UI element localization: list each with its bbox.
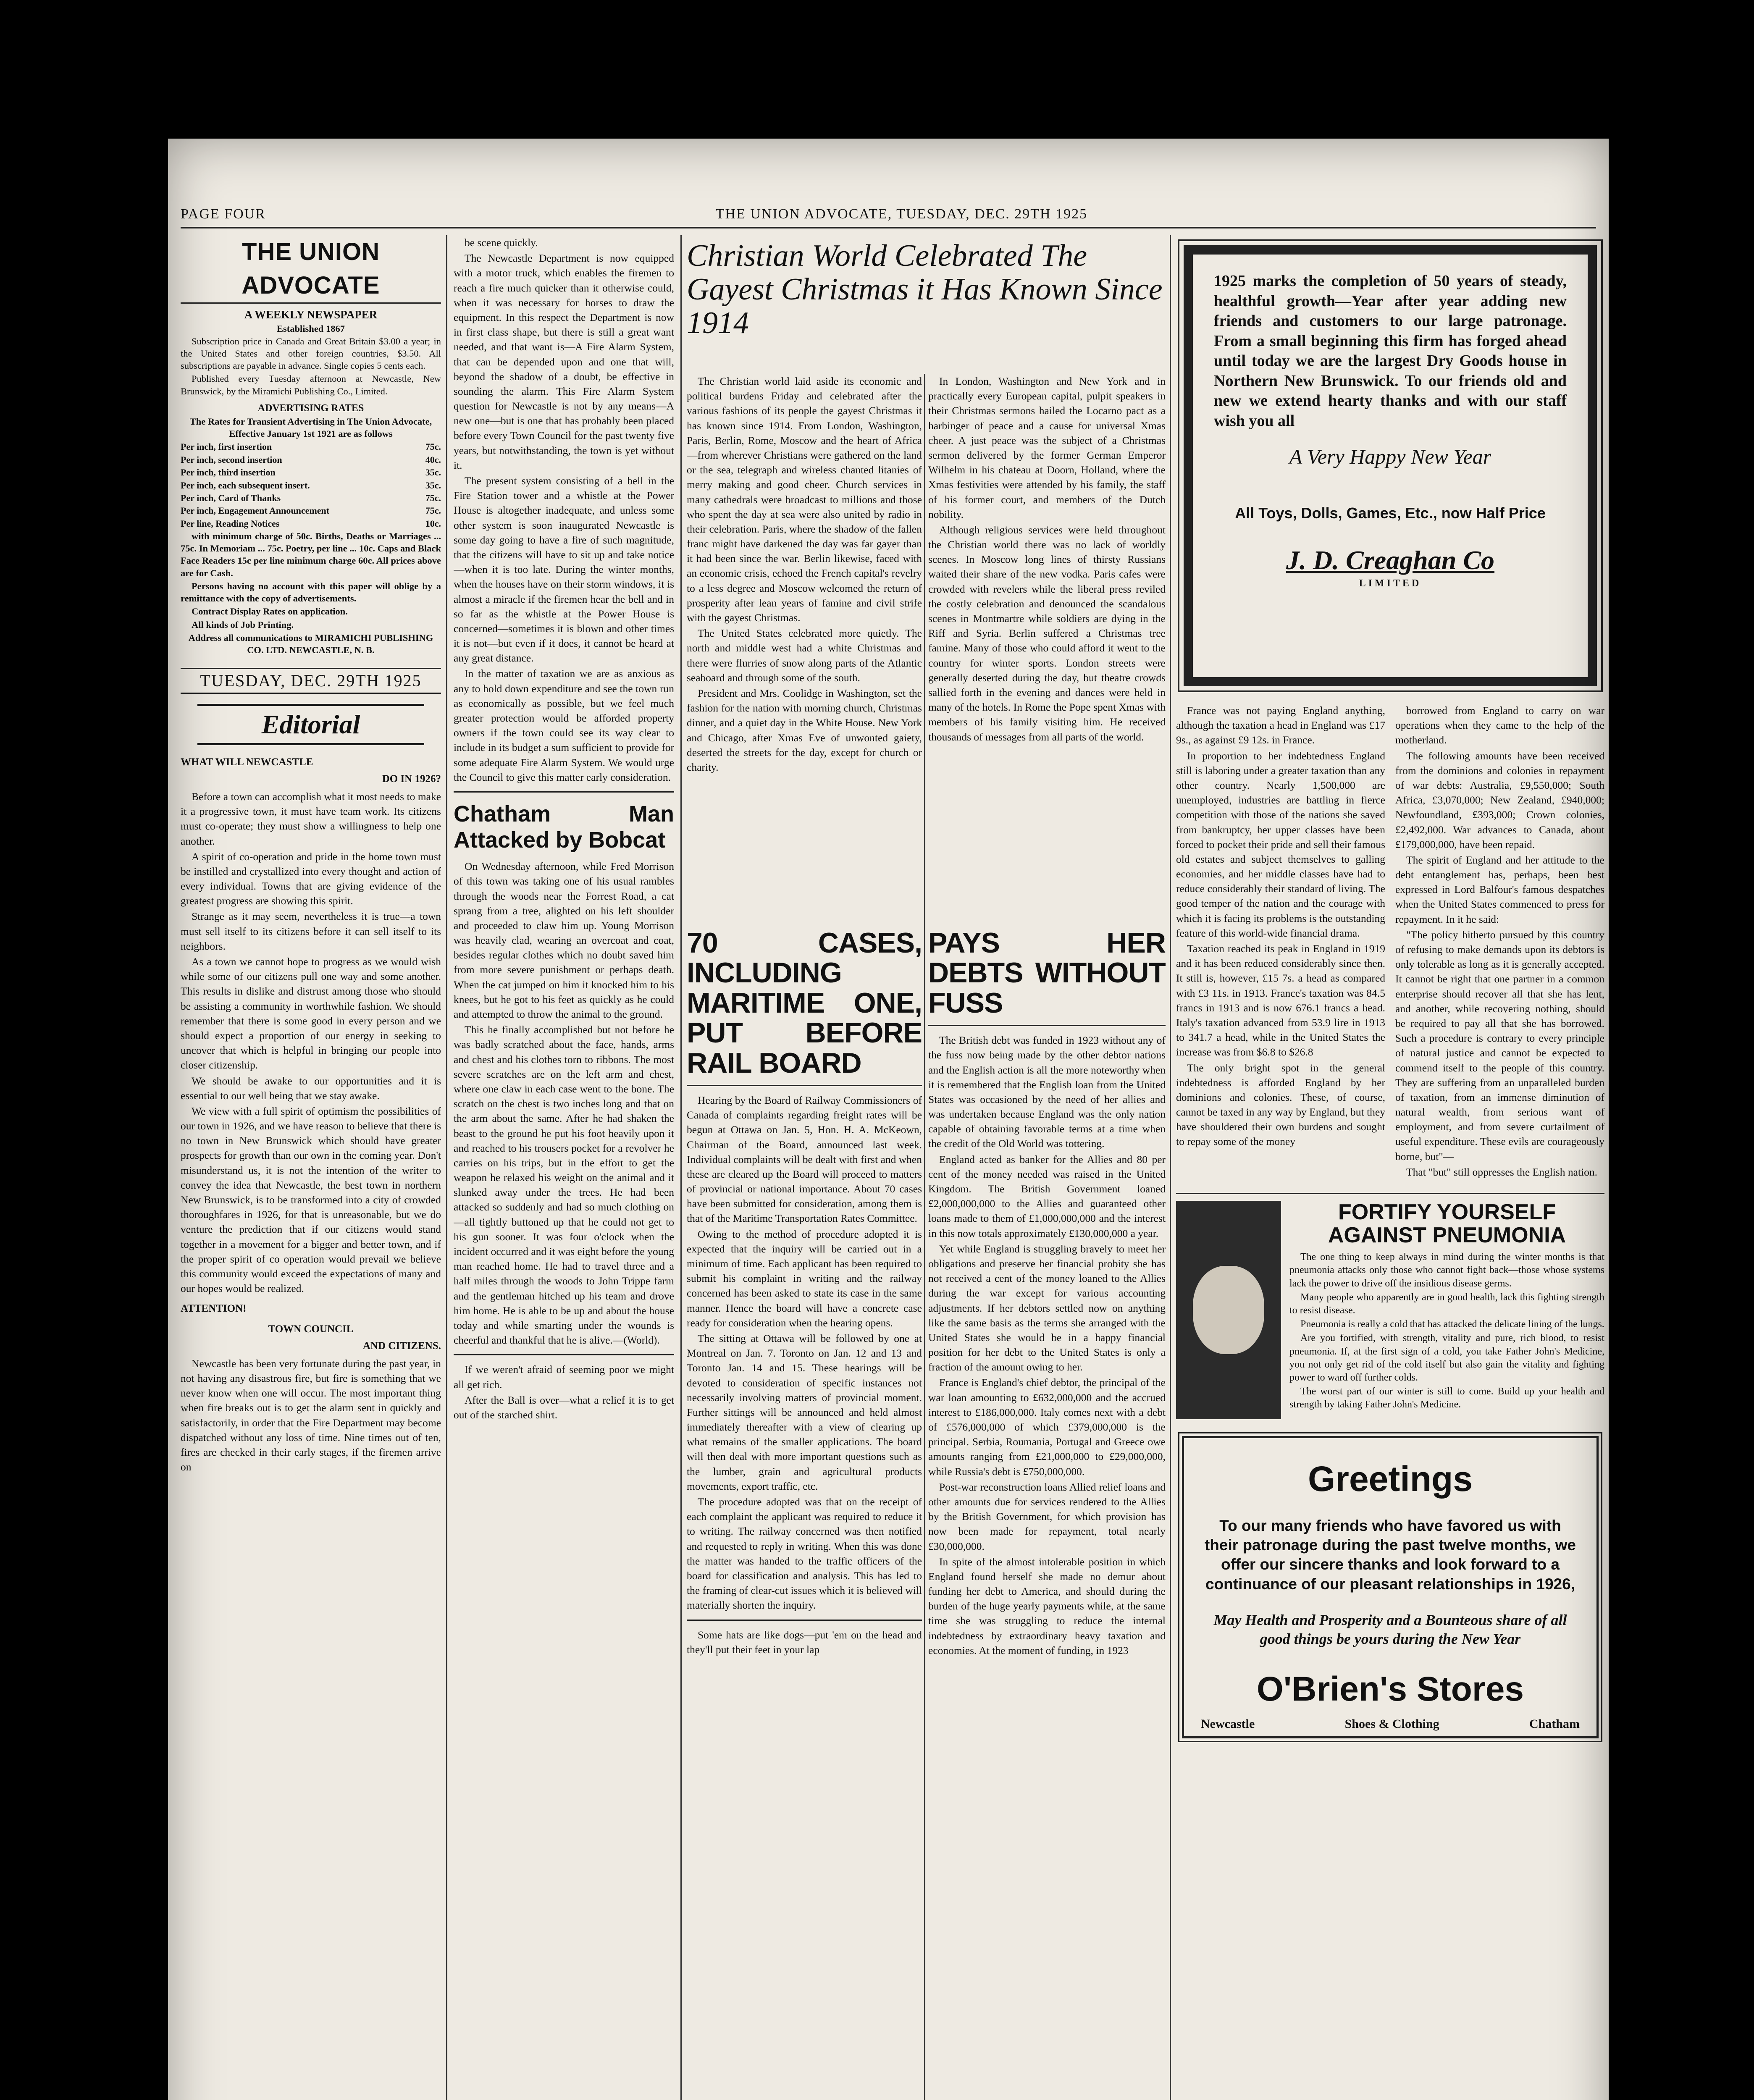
rate-row: Per inch, Engagement Announcement 75c.: [181, 505, 441, 516]
masthead-published: Published every Tuesday afternoon at Newcastle, New Brunswick, by the Miramichi Publishing Co., Limited.: [181, 373, 441, 396]
debts-cont-paragraph: "The policy hitherto pursued by this country of refusing to make demands upon its debtors is only tolerable as long as it is generally accepted. It cannot be right that one partner in a common enterprise should recover all that she has lent, and another, while recovering nothing, should be required to pay all that she has borrowed. Such a procedure is contrary to every principle of natural justice and cannot be expected to commend itself to the people of this country. They are suffering from an unparalleled burden of taxation, from an immense diminution of natural wealth, from serious want of employment, and from severe curtailment of useful expenditure. These evils are courageously borne, but"—: [1395, 928, 1604, 1163]
debts-headline: PAYS HER DEBTS WITHOUT FUSS: [928, 928, 1166, 1019]
fire-paragraph: be scene quickly.: [465, 236, 538, 249]
debts-continued: [1176, 703, 1604, 1180]
debts-continued-right: [1395, 703, 1604, 1180]
rail-paragraph: The sitting at Ottawa will be followed by one at Montreal on Jan. 7. Toronto on Jan. 12 and 13 and Toronto Jan. 14 and 15. These hearings will be devoted to consideration of specific instances not necessarily involving matters of provincial moment. Further sittings will be announced and held almost immediately thereafter with a view of clearing up what remains of the smaller applications. The board will then deal with more important questions such as the lumber, grain and agricultural products movements, export traffic, etc.: [687, 1332, 922, 1492]
greetings-title: Greetings: [1308, 1459, 1473, 1499]
rate-row: Per inch, Card of Thanks 75c.: [181, 492, 441, 503]
father-john-portrait: [1176, 1201, 1281, 1419]
masthead-subscription: Subscription price in Canada and Great Britain $3.00 a year; in the United States and other foreign countries, $3.50. All subscriptions are payable in advance. Single copies 5 cents each.: [181, 336, 441, 371]
page-header-title: THE UNION ADVOCATE, TUESDAY, DEC. 29TH 1925: [715, 206, 1088, 222]
chatham-paragraph: On Wednesday afternoon, while Fred Morrison of this town was taking one of his usual rambles through the woods near the Forrest Road, a cat sprang from a tree, alighted on his left shoulder and proceeded to claw him up. Young Morrison was heavily clad, wearing an overcoat and coat, besides regular clothes which no doubt saved him from more severe punishment or perhaps death. When the cat jumped on him it knocked him to his knees, but he got to his feet as quickly as he could and attempted to throw the animal to the ground.: [454, 860, 674, 1020]
rate-row: Per line, Reading Notices 10c.: [181, 518, 441, 529]
obrien-store-name: O'Brien's Stores: [1257, 1670, 1524, 1708]
editorial-logo: Editorial: [197, 704, 424, 745]
debts-cont-paragraph: The spirit of England and her attitude to the debt entanglement has, perhaps, been best expressed in Lord Balfour's famous despatches when the United States commenced to press for repayment. In it he said:: [1395, 853, 1604, 925]
page-header: [181, 202, 1596, 228]
divider: [928, 1025, 1166, 1026]
greetings-body: To our many friends who have favored us with their patronage during the past twelve months, we offer our sincere thanks and look forward to a continuance of our pleasant relationships in 1926,: [1204, 1517, 1576, 1593]
location-newcastle: Newcastle: [1201, 1717, 1255, 1731]
column-masthead-editorial: [181, 235, 441, 2100]
pneumonia-headline: FORTIFY YOURSELF AGAINST PNEUMONIA: [1328, 1200, 1566, 1247]
debts-cont-paragraph: The only bright spot in the general indebtedness is afforded England by her dominions and colonies. These, of course, cannot be taxed in any way by England, but they have shouldered their own burdens and sought to repay some of the money: [1176, 1061, 1385, 1148]
masthead-established: Established 1867: [277, 323, 345, 334]
rates-printing: All kinds of Job Printing.: [192, 619, 294, 630]
attention-paragraph: Newcastle has been very fortunate during the past year, in not having any disastrous fire, but fire is something that we never know when one will occur. The most important thing when fire breaks out is to get the alarm sent in quickly and satisfactorily, in order that the Fire Department may become dispatched without any loss of time. Nine times out of ten, fires are checked in their early stages, if the firemen arrive on: [181, 1357, 441, 1473]
column-rule: [446, 235, 447, 2100]
location-chatham: Chatham: [1529, 1717, 1580, 1731]
attention-heading-3: AND CITIZENS.: [362, 1340, 441, 1352]
attention-heading: ATTENTION!: [181, 1303, 247, 1315]
filler-paragraph: If we weren't afraid of seeming poor we might all get rich.: [454, 1363, 674, 1391]
pneumonia-paragraph: Pneumonia is really a cold that has attacked the delicate lining of the lungs.: [1300, 1319, 1604, 1330]
masthead-title: THE UNION ADVOCATE: [181, 235, 441, 304]
editorial-title-2: DO IN 1926?: [382, 773, 441, 785]
debts-cont-paragraph: Taxation reached its peak in England in 1919 and it has been reduced considerably since then. It still is, however, £15 7s. a head as compared with £3 11s. in 1913. France's taxation was 84.5 francs in 1913 and is now 676.1 francs a head. Italy's taxation advanced from 53.9 lire in 1913 to 341.7 a head, while in the United States the increase was from $6.8 to $26.8: [1176, 942, 1385, 1058]
christmas-paragraph: The United States celebrated more quietly. The north and middle west had a white Christmas and there were flurries of snow along parts of the Atlantic seaboard and through some of the south.: [687, 627, 922, 684]
column-right: [1176, 235, 1604, 2100]
pneumonia-paragraph: Are you fortified, with strength, vitality and pure, rich blood, to resist pneumonia. If, at the first sign of a cold, you take Father John's Medicine, you not only get rid of the cold itself but also gain the vitality and fighting power to ward off further colds.: [1289, 1333, 1604, 1383]
creaghan-advertisement: [1184, 245, 1597, 686]
issue-date: TUESDAY, DEC. 29TH 1925: [181, 668, 441, 693]
christmas-column-left: [687, 374, 922, 798]
pneumonia-advertisement: [1176, 1193, 1604, 1419]
rail-paragraph: Hearing by the Board of Railway Commissioners of Canada of complaints regarding freight rates will be begun at Ottawa on Jan. 5, Hon. H. A. McKeown, Chairman of the Board, announced last week. Individual complaints will be dealt with first and when these are cleared up the Board will proceed to matters of provincial or national importance. About 70 cases have been submitted for consideration, among them is that of the Maritime Transportation Rates Committee.: [687, 1094, 922, 1225]
debts-cont-paragraph: In proportion to her indebtedness England still is laboring under a greater taxation than any other country. Nearly 1,500,000 are unemployed, industries are battling in fierce competition with those of the nations she saved from bankruptcy, her upper classes have been forced to pocket their pride and sell their famous old estates and subject themselves to galling economies, and her middle classes have had to reduce considerably their standard of living. The good temper of the nation and the courage with which it is facing its problems is the outstanding feature of this world-wide financial drama.: [1176, 749, 1385, 939]
rate-row: Per inch, each subsequent insert. 35c.: [181, 480, 441, 491]
editorial-title: WHAT WILL NEWCASTLE: [181, 756, 313, 768]
christmas-paragraph: Although religious services were held throughout the Christian world there was no lack of worldly scenes. In Moscow long lines of thirsty Russians waited their share of the new vodka. Paris cafes were crowded with revelers while the liberal press reviled the costly celebration and denounced the scandalous scenes in Montmartre while soldiers are dying in the Riff and Syria. Berlin suffered a Christmas tree famine. Many of those who could afford it went to the country for winter sports. London streets were generally deserted during the day, but theatre crowds sallied forth in the evening and dances were held in many of the hotels. In Rome the Pope spent Xmas with members of his family visiting him. He received thousands of messages from all parts of the world.: [928, 523, 1166, 743]
rates-account: Persons having no account with this paper will oblige by a remittance with the copy of advertisements.: [181, 580, 441, 604]
debts-paragraph: The British debt was funded in 1923 without any of the fuss now being made by the other debtor nations and the English action is all the more noteworthy when it is remembered that the English loan from the United States was occasioned by the need of her allies and was undertaken because England was the only nation capable of obtaining favorable terms at a time when the credit of the Old World was tottering.: [928, 1034, 1166, 1150]
column-rule: [924, 374, 925, 2100]
christmas-paragraph: The Christian world laid aside its economic and political burdens Friday and celebrated after the various fashions of its people the gayest Christmas it has known since 1914. From London, Washington, Paris, Berlin, Rome, Moscow and the heart of Africa—from wherever Christians were gathered on the land or the sea, telegraph and wireless chanted litanies of merry making and good cheer. Church services in many cathedrals were broadcast to millions and those who spent the day at sea were also united by radio in their celebration. Paris, where the shadow of the fallen franc might have darkened the day was far gayer than it had been since the war. Berlin likewise, faced with an economic crisis, echoed the French capital's revelry to a less degree and Moscow welcomed the return of prosperity after lean years of famine and civil strife with the gayest Christmas.: [687, 375, 922, 624]
debts-cont-paragraph: borrowed from England to carry on war operations when they came to the help of the motherland.: [1395, 704, 1604, 746]
creaghan-toys-sale: All Toys, Dolls, Games, Etc., now Half Price: [1235, 504, 1546, 522]
rate-row: Per inch, first insertion 75c.: [181, 441, 441, 452]
rates-intro: The Rates for Transient Advertising in The Union Advocate, Effective January 1st 1921 are as follows: [189, 416, 432, 439]
creaghan-ad-text: 1925 marks the completion of 50 years of steady, healthful growth—Year after year adding new friends and customers to our large patronage. From a small beginning this firm has forged ahead until today we are the largest Dry Goods house in Northern New Brunswick. To our friends old and new we extend hearty thanks and with our staff wish you all: [1214, 272, 1567, 430]
chatham-paragraph: This he finally accomplished but not before he was badly scratched about the face, hands, arms and chest and his clothes torn to ribbons. The most severe scratches are on the left arm and chest, where one claw in each case went to the bone. The scratch on the chest is two inches long and that on the arm about the same. After he had shaken the beast to the ground he put his foot heavily upon it and reached to his trousers pocket for a revolver he carries on his trips, but in the effort to get the weapon he relaxed his weight on the animal and it slunked away under the trees. He had been attacked so suddenly and had so much clothing on—all tightly buttoned up that he could not get to his gun sooner. It was four o'clock when the incident occurred and it was eight before the young man reached home. He had to travel three and a half miles through the woods to John Trippe farm and the gentleman hitched up his team and drove him home. He is able to be up and about the house today and while smarting under the wounds is cheerful and thankful that he is alive.—(World).: [454, 1024, 674, 1347]
rates-table: [181, 441, 441, 530]
debts-paragraph: England acted as banker for the Allies and 80 per cent of the money needed was raised in the United Kingdom. The British Government loaned £2,000,000,000 to the Allies and guaranteed other loans made to them of £1,000,000,000 and the interest in this now totals approximately £130,000,000 a year.: [928, 1153, 1166, 1239]
obrien-locations: [1201, 1715, 1580, 1732]
rate-row: Per inch, second insertion 40c.: [181, 454, 441, 465]
debts-column: [928, 928, 1166, 2100]
pneumonia-paragraph: The one thing to keep always in mind during the winter months is that pneumonia attacks only those who cannot fight back—those whose systems lack the power to drive off the insidious disease germs.: [1289, 1252, 1604, 1289]
rail-paragraph: Owing to the method of procedure adopted it is expected that the inquiry will be carried out in a minimum of time. Each applicant has been required to submit his complaint in writing and the railway concerned has been asked to state its case in the same manner. Hence the board will have a concrete case ready for consideration when the hearing opens.: [687, 1228, 922, 1329]
creaghan-limited: LIMITED: [1359, 578, 1422, 589]
divider: [454, 791, 674, 793]
attention-heading-2: TOWN COUNCIL: [268, 1323, 354, 1335]
masthead-address: Address all communications to MIRAMICHI PUBLISHING CO. LTD. NEWCASTLE, N. B.: [188, 632, 433, 656]
christmas-column-right: [928, 374, 1166, 798]
rates-title: ADVERTISING RATES: [257, 402, 364, 414]
rates-notes: with minimum charge of 50c. Births, Deaths or Marriages ... 75c. In Memoriam ... 75c. Poetry, per line ... 10c. Caps and Black Face Readers 15c per line minimum charge 60c. All prices above are for Cash.: [181, 530, 441, 578]
obrien-greetings-advertisement: [1182, 1436, 1599, 1738]
page-number: PAGE FOUR: [181, 206, 266, 222]
divider: [454, 1354, 674, 1355]
column-rule: [680, 235, 682, 2100]
christmas-paragraph: President and Mrs. Coolidge in Washington, set the fashion for the nation with morning church, Christmas dinner, and a quiet day in the White House. New York and Chicago, after Xmas Eve of unwonted gaiety, deserted the streets for the day, except for church or charity.: [687, 687, 922, 773]
pneumonia-paragraph: Many people who apparently are in good health, lack this fighting strength to resist disease.: [1289, 1292, 1604, 1316]
debts-paragraph: Post-war reconstruction loans Allied relief loans and other amounts due for services rendered to the Allies by the British Government, for which provision has now been made for repayment, total nearly £30,000,000.: [928, 1480, 1166, 1552]
pneumonia-text: [1289, 1201, 1604, 1419]
store-specialty: Shoes & Clothing: [1344, 1717, 1439, 1731]
debts-cont-paragraph: The following amounts have been received from the dominions and colonies in repayment of war debts: Australia, £9,550,000; South Africa, £3,070,000; New Zealand, £940,000; Newfoundland, £393,000; Crown colonies, £2,492,000. War advances to Canada, about £179,000,000, have been repaid.: [1395, 749, 1604, 850]
debts-paragraph: Yet while England is struggling bravely to meet her obligations and preserve her financial probity she has not received a cent of the money loaned to the Allies during the war except for various accounting adjustments. If her debtors settled now on anything like the same basis as the terms she arranged with the United States she would be in a happy financial position for her debt to the United States is only a fraction of the amount owing to her.: [928, 1242, 1166, 1373]
column-fire-alarm: [454, 235, 674, 2100]
debts-continued-left: [1176, 703, 1385, 1180]
christmas-paragraph: In London, Washington and New York and in practically every European capital, pulpit speakers in their Christmas sermons hailed the Locarno pact as a harbinger of peace and a cause for universal Xmas cheer. A just peace was the subject of a Christmas sermon delivered by the former German Emperor Wilhelm in his chateau at Doorn, Holland, where the Xmas festivities were attended by his family, the staff of his former court, and members of the Dutch nobility.: [928, 375, 1166, 520]
christmas-headline: Christian World Celebrated The Gayest Christmas it Has Known Since 1914: [687, 239, 1163, 340]
filler-paragraph: Some hats are like dogs—put 'em on the head and they'll put their feet in your lap: [687, 1628, 922, 1656]
fire-paragraph: The Newcastle Department is now equipped with a motor truck, which enables the firemen to reach a fire much quicker than it otherwise could, when it was necessary for horses to draw the equipment. In this respect the Department is now in first class shape, but there is still a great want needed, and that want is—A Fire Alarm System, that can be depended upon and one that will, beyond the shadow of a doubt, be effective in sounding the alarm. This Fire Alarm System question for Newcastle is not by any means—A new one—but is one that has probably been placed before every Town Council for the past twenty five years, but notwithstanding, the town is yet without it.: [454, 252, 674, 471]
divider: [687, 1085, 922, 1086]
debts-cont-paragraph: France was not paying England anything, although the taxation a head in England was £17 9s., as against £9 12s. in France.: [1176, 704, 1385, 746]
editorial-paragraph: Strange as it may seem, nevertheless it is true—a town must sell itself to its citizens before it can sell itself to its neighbors.: [181, 910, 441, 952]
filler-paragraph: After the Ball is over—what a relief it is to get out of the starched shirt.: [454, 1394, 674, 1421]
editorial-paragraph: We view with a full spirit of optimism the possibilities of our town in 1926, and we have reason to believe that there is no town in New Brunswick which should have greater prospects for growth than our own in the coming year. Don't misunderstand us, it is not the intention of the writer to convey the idea that Newcastle, the best town in northern New Brunswick, is to be transformed into a city of crowded thoroughfares in 1926, for that is unreasonable, but we do venture the prediction that if our citizens would stand together in a movement for a bigger and better town, and if the proper spirit of co operation would prevail we believe this community would exceed the expectations of many and our hopes would be realized.: [181, 1105, 441, 1295]
rates-contract: Contract Display Rates on application.: [192, 606, 348, 617]
christmas-headline-block: [687, 239, 1166, 348]
column-rule: [1170, 235, 1171, 2100]
editorial-paragraph: A spirit of co-operation and pride in the home town must be instilled and crystallized into every thought and action of every individual. Towns that are giving evidence of the greatest progress are showing this spirit.: [181, 850, 441, 907]
creaghan-signature: J. D. Creaghan Co: [1286, 545, 1495, 575]
debts-paragraph: In spite of the almost intolerable position in which England found herself she made no demur about funding her debt to America, and should during the burden of the huge yearly payments while, at the same time she was struggling to reduce the internal indebtedness by extraordinary heavy taxation and economies. At the moment of funding, in 1923: [928, 1555, 1166, 1656]
rail-paragraph: The procedure adopted was that on the receipt of each complaint the applicant was required to reduce it to writing. The railway concerned was then notified and requested to reply in writing. When this was done the matter was handed to the traffic officers of the board for classification and analysis. This has led to the framing of clear-cut issues which it is believed will materially shorten the inquiry.: [687, 1496, 922, 1612]
fire-paragraph: In the matter of taxation we are as anxious as any to hold down expenditure and see the town run as economically as possible, but we feel much greater protection would be afforded property owners if the town could see its way clear to include in its budget a sum sufficient to provide for some adequate Fire Alarm System. We would urge the Council to give this matter early consideration.: [454, 667, 674, 783]
chatham-headline: Chatham Man Attacked by Bobcat: [454, 801, 674, 853]
debts-cont-paragraph: That "but" still oppresses the English nation.: [1406, 1166, 1597, 1178]
fire-paragraph: The present system consisting of a bell in the Fire Station tower and a whistle at the Power House is altogether inadequate, and unless some other system is soon inaugurated Newcastle is some day going to have a fire of such magnitude, that the citizens will have to sit up and take notice—when it is too late. During the winter months, when the houses have on their storm windows, it is almost a miracle if the firemen hear the bell and in so far as the whistle at the Power House is concerned—sometimes it is blown and other times it is not—but even if it does, it cannot be heard at any great distance.: [454, 475, 674, 664]
rate-row: Per inch, third insertion 35c.: [181, 467, 441, 478]
newspaper-page: [168, 139, 1609, 2100]
editorial-paragraph: As a town we cannot hope to progress as we would wish while some of our citizens pull one way and some another. This results in dislike and distrust among those who should be assisting a community in worthwhile fashion. We should remember that there is some good in every person and we should expect a proportion of our energy in seeking to uncover that which is helpful in bringing our people into closer citizenship.: [181, 956, 441, 1071]
pneumonia-paragraph: The worst part of our winter is still to come. Build up your health and strength by taking Father John's Medicine.: [1289, 1386, 1604, 1410]
rail-board-column: [687, 928, 922, 2100]
divider: [687, 1620, 922, 1621]
editorial-paragraph: Before a town can accomplish what it most needs to make it a progressive town, it must have team work. Its citizens must co-operate; they must show a willingness to help one another.: [181, 790, 441, 847]
masthead-tagline: A WEEKLY NEWSPAPER: [244, 308, 378, 321]
editorial-paragraph: We should be awake to our opportunities and it is essential to our well being that we stay awake.: [181, 1074, 441, 1102]
greetings-wish: May Health and Prosperity and a Bounteous share of all good things be yours during the New Year: [1213, 1611, 1567, 1647]
debts-paragraph: France is England's chief debtor, the principal of the war loan amounting to £632,000,000 and the accrued interest to £186,000,000. Italy comes next with a debt of £576,000,000 of which £379,000,000 is the principal. Serbia, Roumania, Portugal and Greece owe amounts ranging from £21,000,000 to £29,000,000, while Russia's debt is £750,000,000.: [928, 1376, 1166, 1478]
rail-headline: 70 CASES, INCLUDING MARITIME ONE, PUT BEFORE RAIL BOARD: [687, 928, 922, 1079]
creaghan-happy-new-year: A Very Happy New Year: [1289, 445, 1491, 468]
